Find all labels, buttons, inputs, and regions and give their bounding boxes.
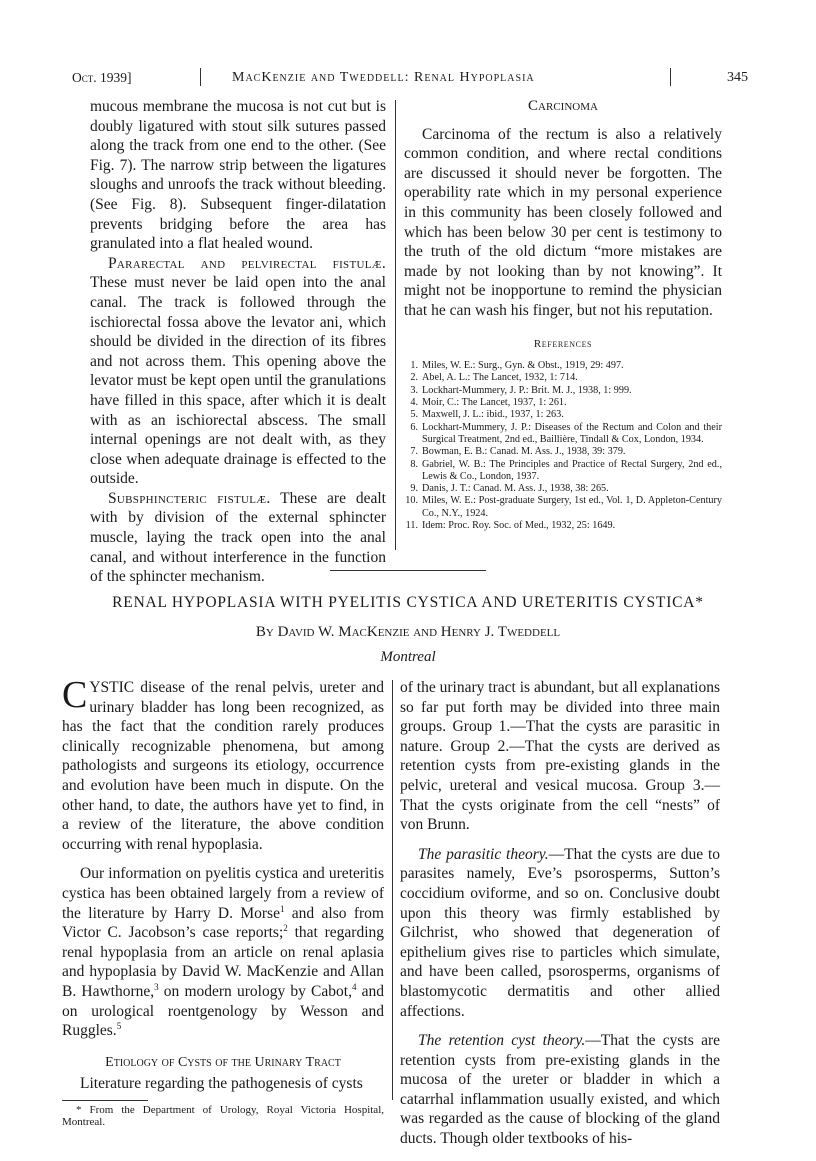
- reference-list: [404, 360, 722, 532]
- previous-article-right-column: [404, 97, 722, 532]
- pararectal-heading: Pararectal and pelvirectal fistulæ.: [108, 254, 386, 272]
- issue-date: Oct. 1939]: [72, 70, 132, 85]
- sources-paragraph: Our information on pyelitis cystica and ureteritis cystica has been obtained largely from a review of the literature by Harry D. Morse$^1$ and also from Victor C. Jacobson’s case reports;$^2$ that regarding renal hypoplasia from an article on renal aplasia and hypoplasia by David W. MacKenzie and Allan B. Hawthorne,$^3$ on modern urology by Cabot,$^4$ and on urological roentgenology by Wesson and Ruggles.$^5$: [62, 865, 385, 1040]
- footnote: * From the Department of Urology, Royal Victoria Hospital, Montreal.: [62, 1103, 384, 1129]
- carcinoma-paragraph: Carcinoma of the rectum is also a relatively common condition, and where rectal conditions are discussed it should never be forgotten. The operability rate which in my personal experience in this community has been closely followed and which has been below 30 per cent is testimony to the truth of the old dictum “more mistakes are made by not looking than by not knowing”. It might not be inopportune to remind the physician that he can wash his finger, but not his reputation.: [404, 125, 722, 319]
- running-title: MacKenzie and Tweddell: Renal Hypoplasia: [232, 70, 535, 85]
- article-separator: [330, 570, 486, 571]
- reference-item: 7. Bowman, E. B.: Canad. M. Ass. J., 1938, 39: 379.: [410, 446, 626, 458]
- header-divider-right: [670, 68, 671, 86]
- column-rule-bottom: [392, 680, 393, 1100]
- intro-text: YSTIC disease of the renal pelvis, ureter and urinary bladder has long been recognized, as has the fact that the condition rarely produces clinically recognizable phenomena, but among pathologists and surgeons its etiology, occurrence and evolution have been much in dispute. On the other hand, to date, the authors have yet to find, in a review of the literature, the above condition occurring with renal hypoplasia.: [62, 679, 384, 853]
- reference-item: 3. Lockhart-Mummery, J. P.: Brit. M. J., 1938, 1: 999.: [410, 384, 632, 396]
- pararectal-paragraph: [90, 254, 386, 489]
- reference-item: 4. Moir, C.: The Lancet, 1937, 1: 261.: [410, 397, 567, 409]
- column-rule-top: [395, 100, 396, 550]
- retention-theory-paragraph: The retention cyst theory.—That the cysts are retention cysts from pre-existing glands in the mucosa of the ureter or bladder in which a catarrhal inflammation usually existed, and which was regarded as the cause of blocking of the gland ducts. Though older textbooks of his-: [400, 1032, 720, 1148]
- previous-article-left-column: [90, 97, 386, 587]
- article-left-column: [62, 674, 385, 1129]
- footnote-rule: [62, 1100, 148, 1101]
- article-title: RENAL HYPOPLASIA WITH PYELITIS CYSTICA AND URETERITIS CYSTICA*: [112, 594, 704, 611]
- subsphincteric-text: These are dealt with by division of the external sphincter muscle, laying the track open into the anal canal, and without interference in the function of the sphincter mechanism.: [90, 489, 386, 586]
- reference-item: 5. Maxwell, J. L.: ibid., 1937, 1: 263.: [410, 409, 564, 421]
- reference-item: 6. Lockhart-Mummery, J. P.: Diseases of the Rectum and Colon and their Surgical Treatment, 2nd ed., Baillière, Tindall & Cox, London, 1934.: [410, 421, 722, 445]
- running-head: [72, 66, 748, 90]
- retention-theory-heading: The retention cyst theory.: [418, 1032, 586, 1050]
- carcinoma-heading: Carcinoma: [528, 98, 598, 114]
- reference-item: 1. Miles, W. E.: Surg., Gyn. & Obst., 1919, 29: 497.: [410, 360, 624, 372]
- reference-item: 11. Idem: Proc. Roy. Soc. of Med., 1932, 25: 1649.: [405, 519, 616, 531]
- reference-item: 8. Gabriel, W. B.: The Principles and Practice of Rectal Surgery, 2nd ed., Lewis & Co., London, 1937.: [410, 458, 722, 482]
- etiology-heading: Etiology of Cysts of the Urinary Tract: [105, 1054, 341, 1070]
- article-right-column: [400, 678, 720, 1149]
- intro-paragraph: [62, 674, 384, 854]
- pararectal-text: These must never be laid open into the anal canal. The track is followed through the ischiorectal fossa above the levator ani, which should be divided in the direction of its fibres and not across them. This opening above the levator must be kept open until the granulations have filled in this space, after which it is dealt with as an ischiorectal abscess. The small internal openings are not dealt with, as they close when adequate drainage is effected to the outside.: [90, 274, 386, 488]
- header-divider-left: [200, 68, 201, 86]
- pathogenesis-paragraph: of the urinary tract is abundant, but all explanations so far put forth may be divided into three main groups. Group 1.—That the cysts are parasitic in nature. Group 2.—That the cysts are derived as retention cysts from pre-existing glands in the pelvic, ureteral and vesical mucosa. Group 3.—That the cysts originate from the cell “nests” of von Brunn.: [400, 679, 720, 834]
- parasitic-theory-paragraph: The parasitic theory.—That the cysts are due to parasites namely, Eve’s psorosperms, Sutton’s coccidium oviforme, and so on. Conclusive doubt upon this theory was firmly established by Gilchrist, who showed that degeneration of epithelium gives rise to particles which simulate, and have been called, psorosperms, organisms of blastomycotic dermatitis and other allied affections.: [400, 845, 721, 1020]
- subsphincteric-heading: Subsphincteric fistulæ.: [108, 489, 271, 507]
- reference-item: 2. Abel, A. L.: The Lancet, 1932, 1: 714.: [410, 372, 578, 384]
- article-byline: By David W. MacKenzie and Henry J. Tweddell: [255, 624, 561, 640]
- subsphincteric-paragraph: [90, 489, 386, 587]
- drop-cap: C: [62, 674, 88, 716]
- etiology-paragraph: Literature regarding the pathogenesis of cysts: [80, 1075, 363, 1093]
- article-place: Montreal: [380, 649, 436, 665]
- references-heading: References: [533, 337, 593, 350]
- page-number: 345: [727, 70, 748, 85]
- reference-item: 10. Miles, W. E.: Post-graduate Surgery, 1st ed., Vol. 1, D. Appleton-Century Co., N.Y., 1924.: [405, 495, 722, 519]
- parasitic-theory-heading: The parasitic theory.: [418, 845, 549, 863]
- reference-item: 9. Danis, J. T.: Canad. M. Ass. J., 1938, 38: 265.: [410, 483, 609, 495]
- fistula-paragraph: mucous membrane the mucosa is not cut but is doubly ligatured with stout silk sutures passed along the track from one end to the other. (See Fig. 7). The narrow strip between the ligatures sloughs and unroofs the track without bleeding. (See Fig. 8). Subsequent finger-dilatation prevents bridging before the area has granulated into a flat healed wound.: [90, 98, 386, 253]
